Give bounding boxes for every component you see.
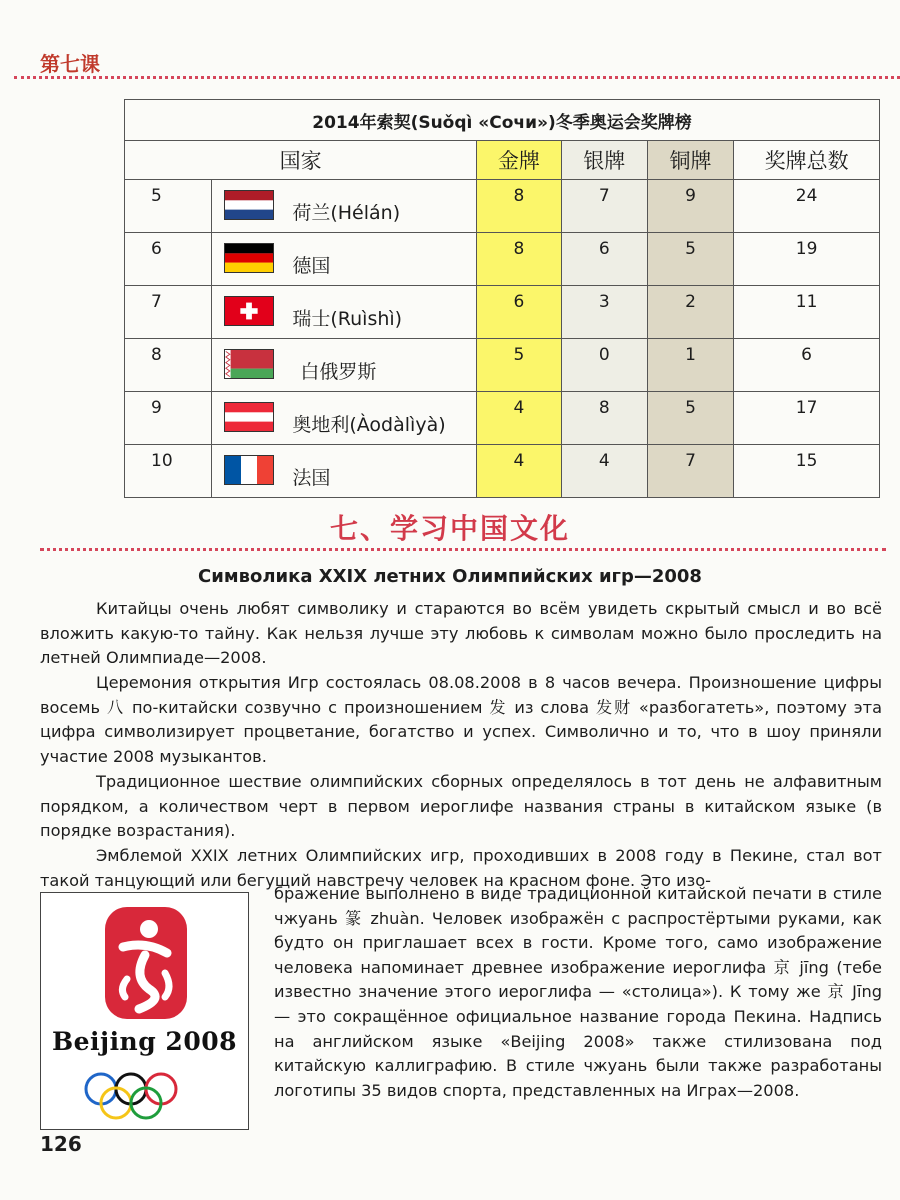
header-gold: 金牌 (477, 141, 561, 180)
paragraph: Китайцы очень любят символику и стараются во всём увидеть скрытый смысл и во всё вложить какую-то тайну. Как нельзя лучше эту любовь к символам можно было проследить на летней Олимпиаде—2008. (40, 599, 882, 668)
gold-cell: 6 (477, 286, 561, 339)
country-cell (212, 180, 477, 233)
total-cell: 15 (734, 445, 880, 498)
total-cell: 24 (734, 180, 880, 233)
silver-cell: 7 (561, 180, 647, 233)
table-row (125, 233, 880, 286)
table-caption: 2014年索契(Suǒqì «Сочи»)冬季奥运会奖牌榜 (125, 100, 880, 141)
rank-cell: 5 (125, 180, 212, 233)
total-cell: 19 (734, 233, 880, 286)
table-row (125, 392, 880, 445)
rank-cell: 9 (125, 392, 212, 445)
silver-cell: 8 (561, 392, 647, 445)
article-title: Символика XXIX летних Олимпийских игр—2008 (198, 566, 702, 587)
section-title: 七、学习中国文化 (329, 512, 570, 545)
table-row (125, 180, 880, 233)
rank-cell: 10 (125, 445, 212, 498)
france-flag-icon (224, 455, 274, 485)
country-name: 白俄罗斯 (300, 361, 377, 383)
header-bronze: 铜牌 (647, 141, 733, 180)
country-cell (212, 286, 477, 339)
divider-dotted (14, 76, 900, 79)
switzerland-flag-icon (224, 296, 274, 326)
table-header-row (125, 141, 880, 180)
rank-cell: 8 (125, 339, 212, 392)
country-name: 德国 (292, 255, 331, 277)
paragraph-continued: бражение выполнено в виде традиционной китайской печати в стиле чжуань 篆 zhuàn. Человек изображён с распростёртыми руками, как будто он приглашает всех в гости. Кроме того, само изображение человека напоминает древнее изображение иероглифа 京 jīng (тебе известно значение этого иероглифа — «столица»). К тому же 京 Jīng — это сокращённое официальное название города Пекина. Надпись на английском языке «Beijing 2008» также стилизована под китайскую каллиграфию. В стиле чжуань были также разработаны логотипы 35 видов спорта, представленных на Играх—2008. (274, 884, 882, 1100)
bronze-cell: 5 (647, 233, 733, 286)
paragraph: Традиционное шествие олимпийских сборных определялось в тот день не алфавитным порядком, а количеством черт в первом иероглифе названия страны в китайском языке (в порядке возрастания). (40, 772, 882, 841)
germany-flag-icon (224, 243, 274, 273)
table-row (125, 339, 880, 392)
country-cell (212, 339, 477, 392)
total-cell: 11 (734, 286, 880, 339)
table-row (125, 445, 880, 498)
rank-cell: 7 (125, 286, 212, 339)
netherlands-flag-icon (224, 190, 274, 220)
total-cell: 6 (734, 339, 880, 392)
gold-cell: 8 (477, 233, 561, 286)
bronze-cell: 9 (647, 180, 733, 233)
header-silver: 银牌 (561, 141, 647, 180)
header-total: 奖牌总数 (734, 141, 880, 180)
gold-cell: 4 (477, 445, 561, 498)
country-cell (212, 392, 477, 445)
divider-dotted (40, 548, 886, 551)
country-name: 荷兰(Hélán) (292, 202, 401, 224)
silver-cell: 4 (561, 445, 647, 498)
gold-cell: 4 (477, 392, 561, 445)
table-row (125, 286, 880, 339)
country-name: 奥地利(Àodàlìyà) (292, 414, 446, 436)
austria-flag-icon (224, 402, 274, 432)
country-name: 法国 (292, 467, 331, 489)
olympic-emblem-icon (41, 893, 248, 1129)
silver-cell: 6 (561, 233, 647, 286)
silver-cell: 3 (561, 286, 647, 339)
emblem-text: Beijing 2008 (51, 1027, 238, 1056)
bronze-cell: 1 (647, 339, 733, 392)
beijing-2008-emblem (40, 892, 249, 1130)
paragraph: Церемония открытия Игр состоялась 08.08.2008 в 8 часов вечера. Произношение цифры восемь 八 по-китайски созвучно с произношением 发 из слова 发财 «разбогатеть», поэтому эта цифра символизирует процветание, богатство и успех. Символично и то, что в шоу приняли участие 2008 музыкантов. (40, 673, 882, 766)
page-number: 126 (40, 1132, 82, 1156)
gold-cell: 5 (477, 339, 561, 392)
silver-cell: 0 (561, 339, 647, 392)
total-cell: 17 (734, 392, 880, 445)
belarus-flag-icon (224, 349, 274, 379)
bronze-cell: 7 (647, 445, 733, 498)
country-cell (212, 233, 477, 286)
paragraph: Эмблемой XXIX летних Олимпийских игр, проходивших в 2008 году в Пекине, стал вот такой танцующий или бегущий навстречу человек на красном фоне. Это изо- (40, 846, 882, 890)
rank-cell: 6 (125, 233, 212, 286)
header-country: 国家 (125, 141, 477, 180)
bronze-cell: 5 (647, 392, 733, 445)
country-name: 瑞士(Ruìshì) (292, 308, 403, 330)
country-cell (212, 445, 477, 498)
gold-cell: 8 (477, 180, 561, 233)
medal-table (124, 99, 880, 498)
bronze-cell: 2 (647, 286, 733, 339)
lesson-header: 第七课 (40, 52, 100, 76)
